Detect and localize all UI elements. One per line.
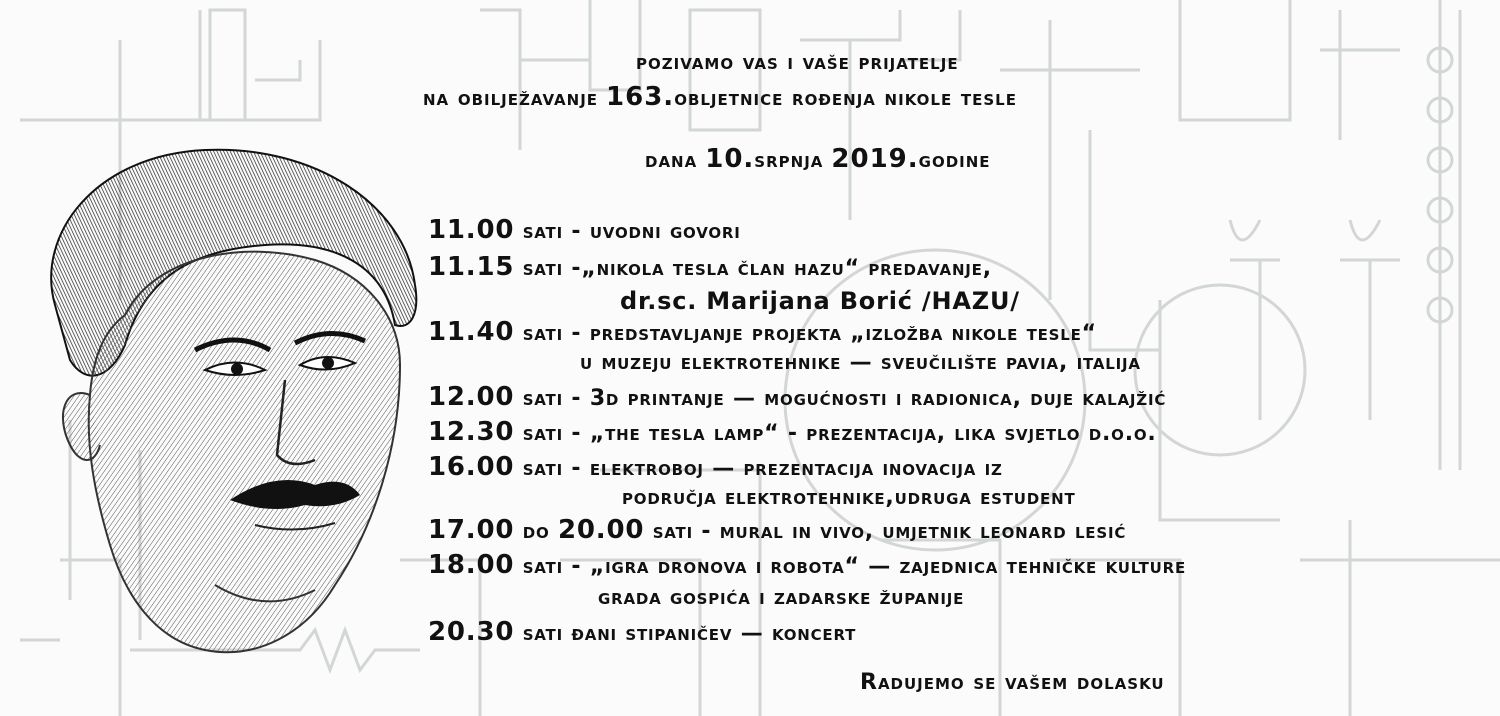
- schedule-continuation: [620, 287, 1020, 315]
- schedule-text: sati - predstavljanje projekta „izložba nikole tesle“: [514, 321, 1097, 346]
- schedule-continuation: [580, 350, 1141, 375]
- invitation-line-1: pozivamo vas i vaše prijatelje: [636, 50, 959, 75]
- schedule-text: sati - elektroboj — prezentacija inovacija iz: [514, 456, 1003, 481]
- schedule-item: [428, 215, 741, 245]
- schedule-item: [428, 617, 856, 647]
- schedule-time: 16.00: [428, 452, 515, 482]
- schedule-end-time: 20.00: [557, 515, 645, 545]
- invitation-line-2-suffix: obljetnice rođenja nikole tesle: [674, 86, 1017, 111]
- schedule-time: 12.30: [428, 417, 515, 447]
- schedule-text: sati - 3d printanje — mogućnosti i radionica, duje kalajžić: [514, 386, 1167, 411]
- schedule-text: sati - „igra dronova i robota“ — zajednica tehničke kulture: [514, 554, 1186, 579]
- schedule-time: 17.00: [428, 515, 515, 545]
- invitation-line-2: [423, 82, 1017, 112]
- schedule-item: [428, 317, 1097, 347]
- date-prefix: dana: [645, 148, 698, 173]
- schedule-text-cont: u muzeju elektrotehnike — sveučilište pavia, italija: [580, 350, 1141, 375]
- closing-line: Radujemo se vašem dolasku: [860, 670, 1165, 695]
- schedule-text: sati - „the tesla lamp“ - prezentacija, lika svjetlo d.o.o.: [514, 421, 1157, 446]
- schedule-time: 12.00: [428, 382, 515, 412]
- event-date: [645, 144, 991, 174]
- schedule-time: 20.30: [428, 617, 515, 647]
- schedule-text: sati -„nikola tesla član hazu“ predavanje,: [514, 256, 992, 281]
- schedule-time: 18.00: [428, 550, 515, 580]
- schedule-item: [428, 382, 1166, 412]
- anniversary-number: 163.: [606, 82, 675, 112]
- date-suffix: godine: [918, 148, 991, 173]
- schedule-text: sati đani stipaničev — koncert: [514, 621, 857, 646]
- portrait-image: [15, 145, 425, 665]
- schedule-text-cont: područja elektrotehnike,udruga estudent: [622, 485, 1076, 510]
- schedule-time: 11.15: [428, 252, 515, 282]
- invitation-line-2-prefix: na obilježavanje: [423, 86, 599, 111]
- schedule-item: [428, 252, 992, 282]
- schedule-text: sati - mural in vivo, umjetnik leonard lesić: [644, 519, 1127, 544]
- schedule-text: sati - uvodni govori: [514, 219, 741, 244]
- schedule-item: [428, 515, 1126, 545]
- date-month: srpnja: [754, 148, 824, 173]
- schedule-time: 11.00: [428, 215, 515, 245]
- schedule-item: [428, 452, 1003, 482]
- schedule-item: [428, 550, 1186, 580]
- schedule-text-cont: grada gospića i zadarske županije: [598, 585, 965, 610]
- schedule-connector: do: [514, 519, 558, 544]
- schedule-speaker: dr.sc. Marijana Borić /HAZU/: [620, 287, 1020, 315]
- schedule-continuation: [622, 485, 1075, 510]
- schedule-item: [428, 417, 1157, 447]
- date-year: 2019.: [831, 144, 919, 174]
- schedule-time: 11.40: [428, 317, 515, 347]
- date-day: 10.: [705, 144, 755, 174]
- schedule-continuation: [598, 585, 964, 610]
